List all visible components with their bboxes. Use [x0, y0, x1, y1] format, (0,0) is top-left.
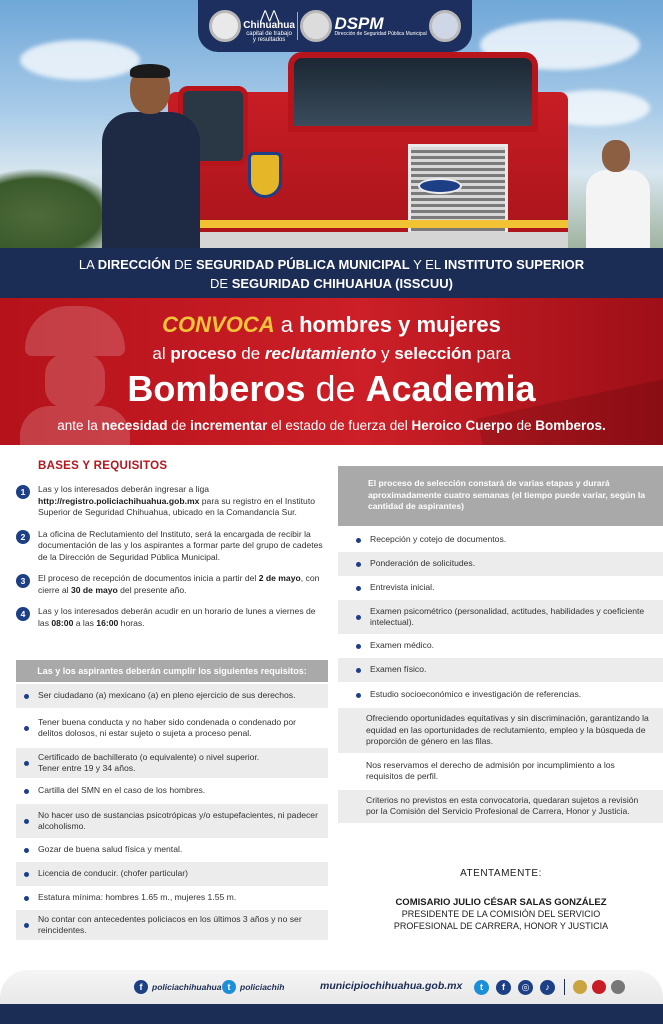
banner-line-2: al proceso de reclutamiento y selección para: [152, 344, 511, 363]
step-2: 2 La oficina de Reclutamiento del Instituto, será la encargada de recibir la documentación de las y los aspirantes a formar parte del grupo de cadetes de la Dirección de Seguridad Pública Municipal.: [16, 529, 328, 564]
logo-bar: [198, 0, 472, 52]
list-item: Entrevista inicial.: [338, 576, 663, 600]
chihuahua-logo: ⋀⋀ Chihuahua capital de trabajo y resultados: [243, 8, 295, 43]
signature-block: ATENTAMENTE: COMISARIO JULIO CÉSAR SALAS GONZÁLEZ PRESIDENTE DE LA COMISIÓN DEL SERVICIO PROFESIONAL DE CARRERA, HONOR Y JUSTICIA: [393, 868, 609, 931]
list-item: Certificado de bachillerato (o equivalente) o nivel superior. Tener entre 19 y 34 años.: [16, 748, 328, 778]
list-item: Gozar de buena salud física y mental.: [16, 838, 328, 862]
banner-line-4: ante la necesidad de incrementar el estado de fuerza del Heroico Cuerpo de Bomberos.: [57, 418, 606, 433]
officer-figure: [96, 66, 206, 248]
note-equity: Ofreciendo oportunidades equitativas y sin discriminación, garantizando la equidad en las oportunidades de reclutamiento, empleo y la búsqueda de proporción de género en las filas.: [338, 708, 663, 753]
process-notes: [338, 708, 663, 823]
registration-link[interactable]: http://registro.policiachihuahua.gob.mx: [38, 495, 200, 506]
twitter-icon: t: [222, 980, 236, 994]
footer-stripe: [0, 1004, 663, 1024]
mountain-icon: ⋀⋀: [260, 8, 278, 22]
list-item: Examen médico.: [338, 634, 663, 658]
list-item: Licencia de conducir. (chofer particular): [16, 862, 328, 886]
facebook-link[interactable]: f policiachihuahua: [134, 980, 221, 994]
twitter-icon[interactable]: t: [474, 980, 489, 995]
firefighter-figure: [584, 140, 654, 248]
police-badge-icon: [429, 10, 461, 42]
banner-line-1: CONVOCA a hombres y mujeres: [162, 312, 501, 337]
bases-title: BASES Y REQUISITOS: [38, 460, 168, 472]
step-4: 4 Las y los interesados deberán acudir en un horario de lunes a viernes de las 08:00 a las 16:00 horas.: [16, 606, 328, 629]
police-seal-icon: [300, 10, 332, 42]
twitter-link[interactable]: t policiachih: [222, 980, 284, 994]
list-item: Estatura mínima: hombres 1.65 m., mujeres 1.55 m.: [16, 886, 328, 910]
requirements-list: [16, 684, 328, 940]
intro-bar: LA DIRECCIÓN DE SEGURIDAD PÚBLICA MUNICIPAL Y EL INSTITUTO SUPERIOR DE SEGURIDAD CHIHUAHUA (ISSCUU): [0, 248, 663, 298]
website-link[interactable]: municipiochihuahua.gob.mx: [320, 980, 463, 992]
list-item: Examen psicométrico (personalidad, actitudes, habilidades y coeficiente intelectual).: [338, 600, 663, 634]
fire-truck: [168, 52, 568, 248]
step-1: 1 Las y los interesados deberán ingresar a liga http://registro.policiachihuahua.gob.mx para su registro en el Instituto Superior de Seguridad Chihuahua, ubicado en la Comandancia Sur.: [16, 484, 328, 519]
facebook-icon: f: [134, 980, 148, 994]
instagram-icon[interactable]: ◎: [518, 980, 533, 995]
list-item: Tener buena conducta y no haber sido condenada o condenado por delitos dolosos, ni estar sujeto o sujeta a proceso penal.: [16, 708, 328, 748]
steps-list: [16, 484, 328, 639]
list-item: No contar con antecedentes policiacos en los últimos 3 años y no ser reincidentes.: [16, 910, 328, 940]
city-seal-icon: [209, 10, 241, 42]
tiktok-icon[interactable]: ♪: [540, 980, 555, 995]
list-item: Ser ciudadano (a) mexicano (a) en pleno ejercicio de sus derechos.: [16, 684, 328, 708]
note-criteria: Criterios no previstos en esta convocatoria, quedaran sujetos a revisión por la Comisión del Servicio Profesional de Carrera, Honor y Justicia.: [338, 790, 663, 823]
list-item: No hacer uso de sustancias psicotrópicas y/o estupefacientes, ni padecer alcoholismo.: [16, 804, 328, 838]
social-icons: [474, 979, 630, 995]
seal-mini-icon: [573, 980, 587, 994]
requirements-header: Las y los aspirantes deberán cumplir los siguientes requisitos:: [16, 660, 328, 682]
step-3: 3 El proceso de recepción de documentos inicia a partir del 2 de mayo, con cierre al 30 de mayo del presente año.: [16, 573, 328, 596]
dspm-logo: DSPM Dirección de Seguridad Pública Municipal: [334, 14, 427, 37]
list-item: Estudio socioeconómico e investigación de referencias.: [338, 682, 663, 708]
red-logo-icon: [592, 980, 606, 994]
process-list: [338, 528, 663, 708]
note-admission: Nos reservamos el derecho de admisión por incumplimiento a los requisitos de perfil.: [366, 759, 615, 781]
facebook-icon[interactable]: f: [496, 980, 511, 995]
list-item: Recepción y cotejo de documentos.: [338, 528, 663, 552]
list-item: Examen físico.: [338, 658, 663, 682]
process-header: El proceso de selección constará de varias etapas y durará aproximadamente cuatro semanas (el tiempo puede variar, según la cantidad de aspirantes): [338, 466, 663, 526]
list-item: Cartilla del SMN en el caso de los hombres.: [16, 778, 328, 804]
list-item: Ponderación de solicitudes.: [338, 552, 663, 576]
gray-logo-icon: [611, 980, 625, 994]
banner-title: Bomberos de Academia: [127, 368, 536, 409]
convocation-banner: [0, 298, 663, 445]
